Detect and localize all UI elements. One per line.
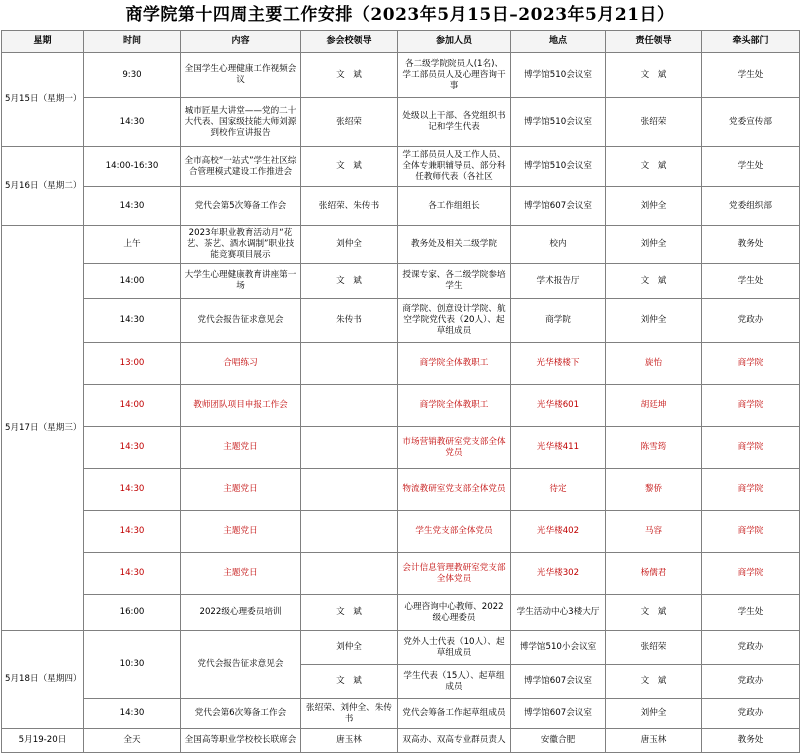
time-cell: 14:30 — [84, 553, 181, 595]
department-cell: 党政办 — [702, 665, 800, 699]
location-cell: 校内 — [511, 226, 606, 264]
content-cell: 2023年职业教育活动月“花艺、茶艺、酒水调制”职业技能竞赛项目展示 — [181, 226, 301, 264]
table-row — [2, 226, 800, 264]
header-responsible-leader: 责任领导 — [606, 31, 702, 53]
responsible-cell: 刘仲全 — [606, 226, 702, 264]
department-cell: 党委宣传部 — [702, 98, 800, 147]
department-cell: 商学院 — [702, 343, 800, 385]
participants-cell: 学工部员员人及工作人员、全体专兼职辅导员、部分科任教师代表（各社区 — [398, 147, 511, 187]
responsible-cell: 陈雪筠 — [606, 427, 702, 469]
participants-cell: 市场营销教研室党支部全体党员 — [398, 427, 511, 469]
content-cell: 党代会第5次筹备工作会 — [181, 187, 301, 226]
responsible-cell: 文 斌 — [606, 147, 702, 187]
leader-cell: 文 斌 — [301, 665, 398, 699]
leader-cell: 文 斌 — [301, 147, 398, 187]
table-row — [2, 385, 800, 427]
participants-cell: 学生代表（15人）、起草组成员 — [398, 665, 511, 699]
department-cell: 学生处 — [702, 53, 800, 98]
time-cell: 14:30 — [84, 299, 181, 343]
leader-cell: 张绍荣、朱传书 — [301, 187, 398, 226]
department-cell: 教务处 — [702, 226, 800, 264]
leader-cell: 刘仲全 — [301, 631, 398, 665]
participants-cell: 双高办、双高专业群员责人 — [398, 729, 511, 753]
content-cell: 全市高校“一站式”学生社区综合管理模式建设工作推进会 — [181, 147, 301, 187]
location-cell: 学术报告厅 — [511, 264, 606, 299]
responsible-cell: 文 斌 — [606, 264, 702, 299]
responsible-cell: 刘仲全 — [606, 187, 702, 226]
location-cell: 待定 — [511, 469, 606, 511]
leader-cell — [301, 469, 398, 511]
location-cell: 光华楼411 — [511, 427, 606, 469]
leader-cell — [301, 385, 398, 427]
department-cell: 商学院 — [702, 385, 800, 427]
content-cell: 大学生心理健康教育讲座第一场 — [181, 264, 301, 299]
location-cell: 安徽合肥 — [511, 729, 606, 753]
time-cell: 14:30 — [84, 427, 181, 469]
content-cell: 主题党日 — [181, 511, 301, 553]
department-cell: 党政办 — [702, 699, 800, 729]
content-cell: 党代会第6次筹备工作会 — [181, 699, 301, 729]
department-cell: 商学院 — [702, 553, 800, 595]
location-cell: 博学馆510会议室 — [511, 98, 606, 147]
time-cell: 全天 — [84, 729, 181, 753]
department-cell: 学生处 — [702, 264, 800, 299]
responsible-cell: 旋怡 — [606, 343, 702, 385]
table-row — [2, 469, 800, 511]
day-cell: 5月19-20日 — [2, 729, 84, 753]
responsible-cell: 刘仲全 — [606, 699, 702, 729]
time-cell: 14:30 — [84, 98, 181, 147]
participants-cell: 党代会筹备工作起草组成员 — [398, 699, 511, 729]
department-cell: 党政办 — [702, 299, 800, 343]
responsible-cell: 张绍荣 — [606, 98, 702, 147]
leader-cell: 朱传书 — [301, 299, 398, 343]
table-header-row — [2, 31, 800, 53]
page-title: 商学院第十四周主要工作安排（2023年5月15日–2023年5月21日） — [125, 5, 675, 25]
time-cell: 14:00 — [84, 264, 181, 299]
department-cell: 商学院 — [702, 469, 800, 511]
header-time: 时间 — [84, 31, 181, 53]
header-content: 内容 — [181, 31, 301, 53]
content-cell: 2022级心理委员培训 — [181, 595, 301, 631]
participants-cell: 各二级学院院员人(1名)、学工部员员人及心理咨询干事 — [398, 53, 511, 98]
department-cell: 商学院 — [702, 511, 800, 553]
content-cell: 全国高等职业学校校长联席会 — [181, 729, 301, 753]
department-cell: 学生处 — [702, 147, 800, 187]
responsible-cell: 唐玉林 — [606, 729, 702, 753]
time-cell: 14:00-16:30 — [84, 147, 181, 187]
participants-cell: 党外人士代表（10人）、起草组成员 — [398, 631, 511, 665]
location-cell: 博学馆607会议室 — [511, 699, 606, 729]
table-row — [2, 699, 800, 729]
time-cell: 10:30 — [84, 631, 181, 699]
table-row — [2, 427, 800, 469]
department-cell: 商学院 — [702, 427, 800, 469]
location-cell: 商学院 — [511, 299, 606, 343]
leader-cell — [301, 427, 398, 469]
header-participants: 参加人员 — [398, 31, 511, 53]
participants-cell: 学生党支部全体党员 — [398, 511, 511, 553]
participants-cell: 商学院、创意设计学院、航空学院党代表（20人）、起草组成员 — [398, 299, 511, 343]
time-cell: 14:30 — [84, 469, 181, 511]
table-row — [2, 187, 800, 226]
content-cell: 主题党日 — [181, 469, 301, 511]
day-cell: 5月16日（星期二） — [2, 147, 84, 226]
time-cell: 13:00 — [84, 343, 181, 385]
responsible-cell: 文 斌 — [606, 53, 702, 98]
time-cell: 9:30 — [84, 53, 181, 98]
department-cell: 教务处 — [702, 729, 800, 753]
time-cell: 上午 — [84, 226, 181, 264]
table-row — [2, 343, 800, 385]
leader-cell — [301, 553, 398, 595]
content-cell: 合唱练习 — [181, 343, 301, 385]
content-cell: 主题党日 — [181, 553, 301, 595]
schedule-table — [1, 30, 800, 753]
time-cell: 16:00 — [84, 595, 181, 631]
leader-cell: 张绍荣、刘仲全、朱传书 — [301, 699, 398, 729]
time-cell: 14:30 — [84, 699, 181, 729]
participants-cell: 处级以上干部、各党组织书记和学生代表 — [398, 98, 511, 147]
location-cell: 光华楼302 — [511, 553, 606, 595]
day-cell: 5月17日（星期三） — [2, 226, 84, 631]
leader-cell — [301, 343, 398, 385]
participants-cell: 商学院全体教职工 — [398, 385, 511, 427]
header-weekday: 星期 — [2, 31, 84, 53]
content-cell: 城市匠星大讲堂——党的二十大代表、国家级技能大师刘源到校作宣讲报告 — [181, 98, 301, 147]
leader-cell: 张绍荣 — [301, 98, 398, 147]
responsible-cell: 胡廷坤 — [606, 385, 702, 427]
location-cell: 光华楼楼下 — [511, 343, 606, 385]
day-cell: 5月15日（星期一） — [2, 53, 84, 147]
participants-cell: 心理咨询中心教师、2022级心理委员 — [398, 595, 511, 631]
responsible-cell: 黎侨 — [606, 469, 702, 511]
time-cell: 14:00 — [84, 385, 181, 427]
time-cell: 14:30 — [84, 187, 181, 226]
table-row — [2, 553, 800, 595]
participants-cell: 授课专家、各二级学院参培学生 — [398, 264, 511, 299]
participants-cell: 各工作组组长 — [398, 187, 511, 226]
participants-cell: 物流教研室党支部全体党员 — [398, 469, 511, 511]
responsible-cell: 刘仲全 — [606, 299, 702, 343]
location-cell: 光华楼402 — [511, 511, 606, 553]
header-lead-department: 牵头部门 — [702, 31, 800, 53]
location-cell: 博学馆607会议室 — [511, 187, 606, 226]
content-cell: 教师团队项目申报工作会 — [181, 385, 301, 427]
content-cell: 全国学生心理健康工作视频会议 — [181, 53, 301, 98]
leader-cell: 文 斌 — [301, 595, 398, 631]
content-cell: 主题党日 — [181, 427, 301, 469]
table-row — [2, 147, 800, 187]
leader-cell: 刘仲全 — [301, 226, 398, 264]
time-cell: 14:30 — [84, 511, 181, 553]
content-cell: 党代会报告征求意见会 — [181, 631, 301, 699]
table-row — [2, 595, 800, 631]
responsible-cell: 杨儒君 — [606, 553, 702, 595]
day-cell: 5月18日（星期四） — [2, 631, 84, 729]
header-school-leader: 参会校领导 — [301, 31, 398, 53]
table-row — [2, 511, 800, 553]
leader-cell: 文 斌 — [301, 264, 398, 299]
table-row — [2, 98, 800, 147]
leader-cell: 唐玉林 — [301, 729, 398, 753]
table-row — [2, 53, 800, 98]
leader-cell: 文 斌 — [301, 53, 398, 98]
location-cell: 光华楼601 — [511, 385, 606, 427]
participants-cell: 会计信息管理教研室党支部全体党员 — [398, 553, 511, 595]
responsible-cell: 文 斌 — [606, 665, 702, 699]
header-location: 地点 — [511, 31, 606, 53]
table-row — [2, 631, 800, 665]
responsible-cell: 文 斌 — [606, 595, 702, 631]
table-row — [2, 729, 800, 753]
location-cell: 博学馆510小会议室 — [511, 631, 606, 665]
department-cell: 学生处 — [702, 595, 800, 631]
leader-cell — [301, 511, 398, 553]
table-row — [2, 264, 800, 299]
location-cell: 博学馆510会议室 — [511, 53, 606, 98]
location-cell: 博学馆607会议室 — [511, 665, 606, 699]
location-cell: 学生活动中心3楼大厅 — [511, 595, 606, 631]
location-cell: 博学馆510会议室 — [511, 147, 606, 187]
responsible-cell: 马容 — [606, 511, 702, 553]
department-cell: 党委组织部 — [702, 187, 800, 226]
participants-cell: 教务处及相关二级学院 — [398, 226, 511, 264]
content-cell: 党代会报告征求意见会 — [181, 299, 301, 343]
responsible-cell: 张绍荣 — [606, 631, 702, 665]
department-cell: 党政办 — [702, 631, 800, 665]
participants-cell: 商学院全体教职工 — [398, 343, 511, 385]
table-row — [2, 299, 800, 343]
